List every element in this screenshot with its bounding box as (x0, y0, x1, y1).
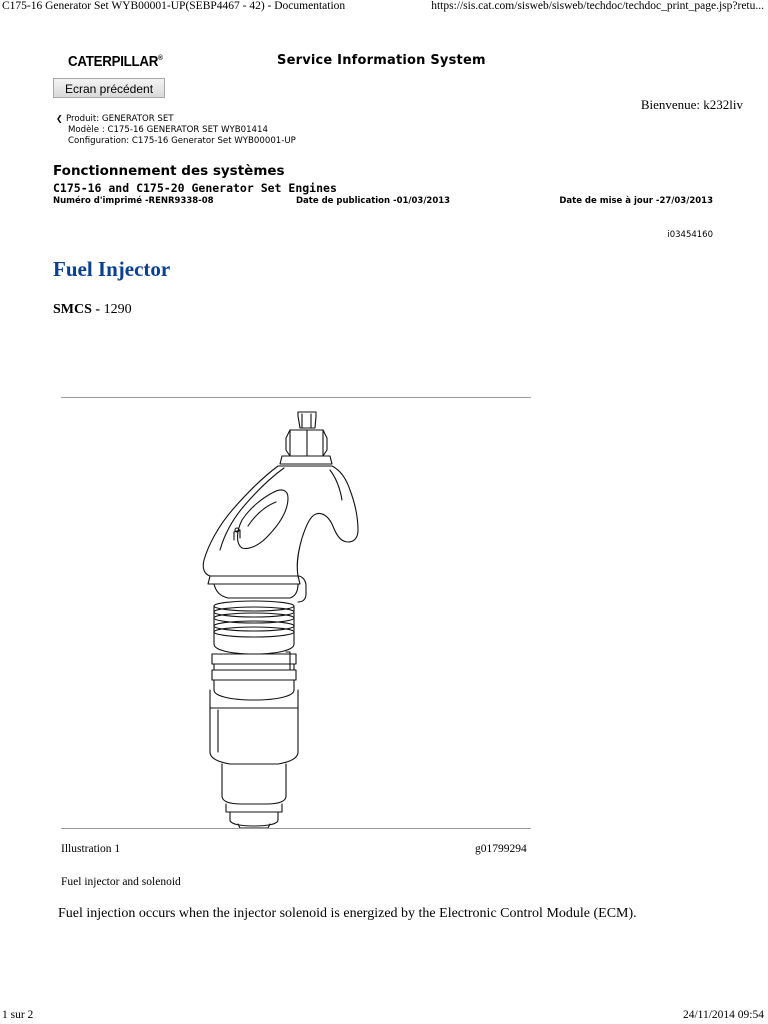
body-paragraph: Fuel injection occurs when the injector solenoid is energized by the Electronic Control Module (ECM). (58, 906, 637, 921)
chevron-left-icon: ❮ (56, 114, 63, 123)
section-title: Fonctionnement des systèmes (53, 163, 285, 179)
illustration-id: g01799294 (475, 843, 527, 855)
print-header (0, 0, 768, 14)
print-page-title: C175-16 Generator Set WYB00001-UP(SEBP4467 - 42) - Documentation (2, 0, 346, 12)
footer-page-number: 1 sur 2 (2, 1009, 34, 1021)
footer-timestamp: 24/11/2014 09:54 (682, 1009, 764, 1021)
publication-date: Date de publication -01/03/2013 (296, 196, 451, 206)
document-title: Fuel Injector (53, 257, 171, 281)
figure-bottom-rule (61, 828, 531, 829)
smcs-line (53, 302, 132, 318)
smcs-code: 1290 (103, 302, 132, 317)
print-url: https://sis.cat.com/sisweb/sisweb/techdoc/techdoc_print_page.jsp?retu... (431, 0, 764, 12)
breadcrumb-product-row[interactable] (56, 113, 296, 125)
document-id: i03454160 (667, 230, 713, 240)
caterpillar-logo (68, 54, 163, 70)
breadcrumb-configuration: Configuration: C175-16 Generator Set WYB00001-UP (68, 136, 296, 146)
breadcrumb (56, 113, 296, 147)
update-date: Date de mise à jour -27/03/2013 (559, 196, 713, 206)
logo-text: CATERPILLAR (68, 54, 159, 70)
breadcrumb-model: Modèle : C175-16 GENERATOR SET WYB01414 (68, 125, 268, 135)
figure-top-rule (61, 397, 531, 398)
logo-registered-mark: ® (158, 55, 163, 63)
illustration-label: Illustration 1 (61, 843, 121, 855)
welcome-text: Bienvenue: k232liv (640, 97, 743, 112)
back-button[interactable]: Ecran précédent (53, 78, 165, 98)
breadcrumb-product: Produit: GENERATOR SET (66, 114, 174, 124)
system-title: Service Information System (277, 53, 486, 68)
print-number: Numéro d'imprimé -RENR9338-08 (53, 196, 214, 206)
illustration-caption: Fuel injector and solenoid (61, 876, 181, 888)
section-subtitle: C175-16 and C175-20 Generator Set Engines (53, 181, 337, 195)
fuel-injector-illustration (170, 408, 400, 828)
smcs-label: SMCS - (53, 302, 101, 317)
